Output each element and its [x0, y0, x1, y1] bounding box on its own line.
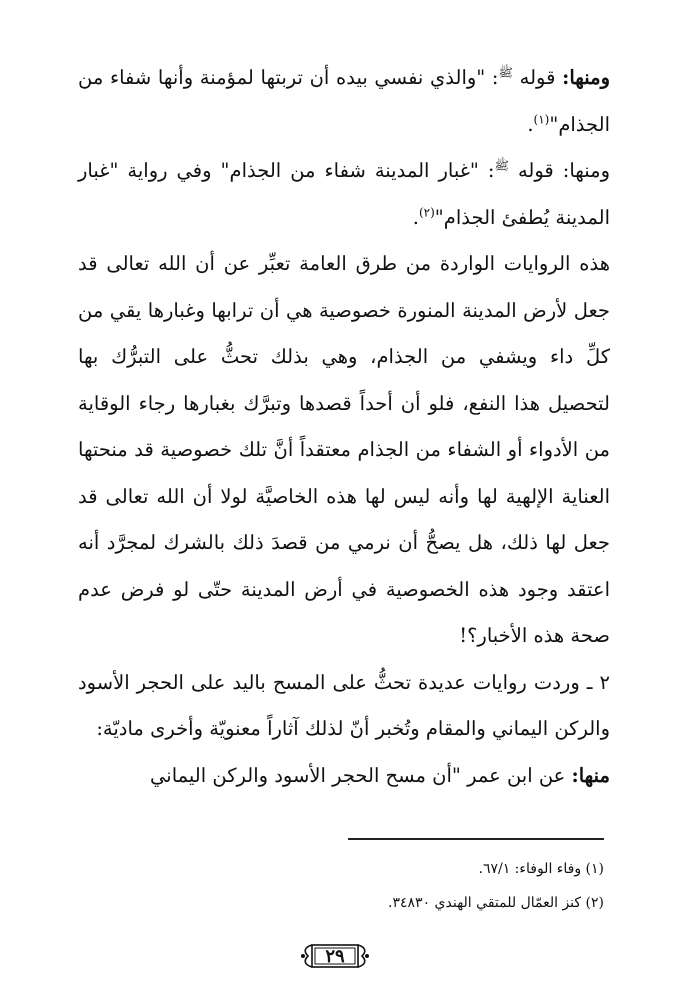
paragraph-lead: ومنها:	[562, 66, 610, 89]
paragraph-2	[78, 148, 610, 241]
main-text	[78, 55, 610, 799]
footnote-reference[interactable]: (١)	[533, 112, 550, 126]
hadith-intro: قوله	[513, 66, 563, 89]
salawat-symbol: ﷺ	[498, 65, 513, 80]
footnote-reference[interactable]: (٢)	[418, 205, 435, 219]
footnote-1: (١) وفاء الوفاء: ٦٧/١.	[478, 861, 604, 877]
footnote-2: (٢) كنز العمّال للمتقي الهندي ٣٤٨٣٠.	[388, 895, 604, 911]
hadith-text: : "غبار المدينة شفاء من الجذام" وفي رواية "غبار المدينة يُطفئ الجذام"	[78, 159, 610, 229]
hadith-intro: ومنها: قوله	[508, 159, 611, 182]
footnote-divider	[348, 838, 604, 840]
sentence-end: .	[527, 112, 534, 136]
sentence-end: .	[412, 205, 419, 229]
hadith-text: : "والذي نفسي بيده أن تربتها لمؤمنة وأنها شفاء من الجذام"	[78, 66, 610, 136]
paragraph-5	[78, 753, 610, 800]
salawat-symbol: ﷺ	[494, 158, 509, 173]
paragraph-1	[78, 55, 610, 148]
page-number: ٢٩	[325, 945, 345, 967]
paragraph-lead: منها:	[571, 763, 610, 787]
paragraph-3: هذه الروايات الواردة من طرق العامة تعبِّر عن أن الله تعالى قد جعل لأرض المدينة المنورة خصوصية هي أن ترابها وغبارها يقي من كلِّ داء ويشفي من الجذام، وهي بذلك تحثُّ على التبرُّك بها لتحصيل هذا النفع، فلو أن أحداً قصدها وتبرَّك بغبارها رجاء الوقاية من الأدواء أو الشفاء من الجذام معتقداً أنَّ تلك خصوصية قد منحتها العناية الإلهية لها وأنه ليس لها هذه الخاصيَّة لولا أن الله تعالى قد جعل لها ذلك، هل يصحُّ أن نرمي من قصدَ ذلك بالشرك لمجرَّد أنه اعتقد وجود هذه الخصوصية في أرض المدينة حتّى لو فرض عدم صحة هذه الأخبار؟!	[78, 252, 610, 647]
footnotes	[78, 852, 604, 920]
page-number-ornament	[299, 941, 371, 971]
paragraph-4: ٢ ـ وردت روايات عديدة تحثُّ على المسح باليد على الحجر الأسود والركن اليماني والمقام وتُخبر أنّ لذلك آثاراً معنويّة وأخرى ماديّة:	[78, 670, 610, 740]
hadith-text: عن ابن عمر "أن مسح الحجر الأسود والركن اليماني	[150, 763, 572, 787]
